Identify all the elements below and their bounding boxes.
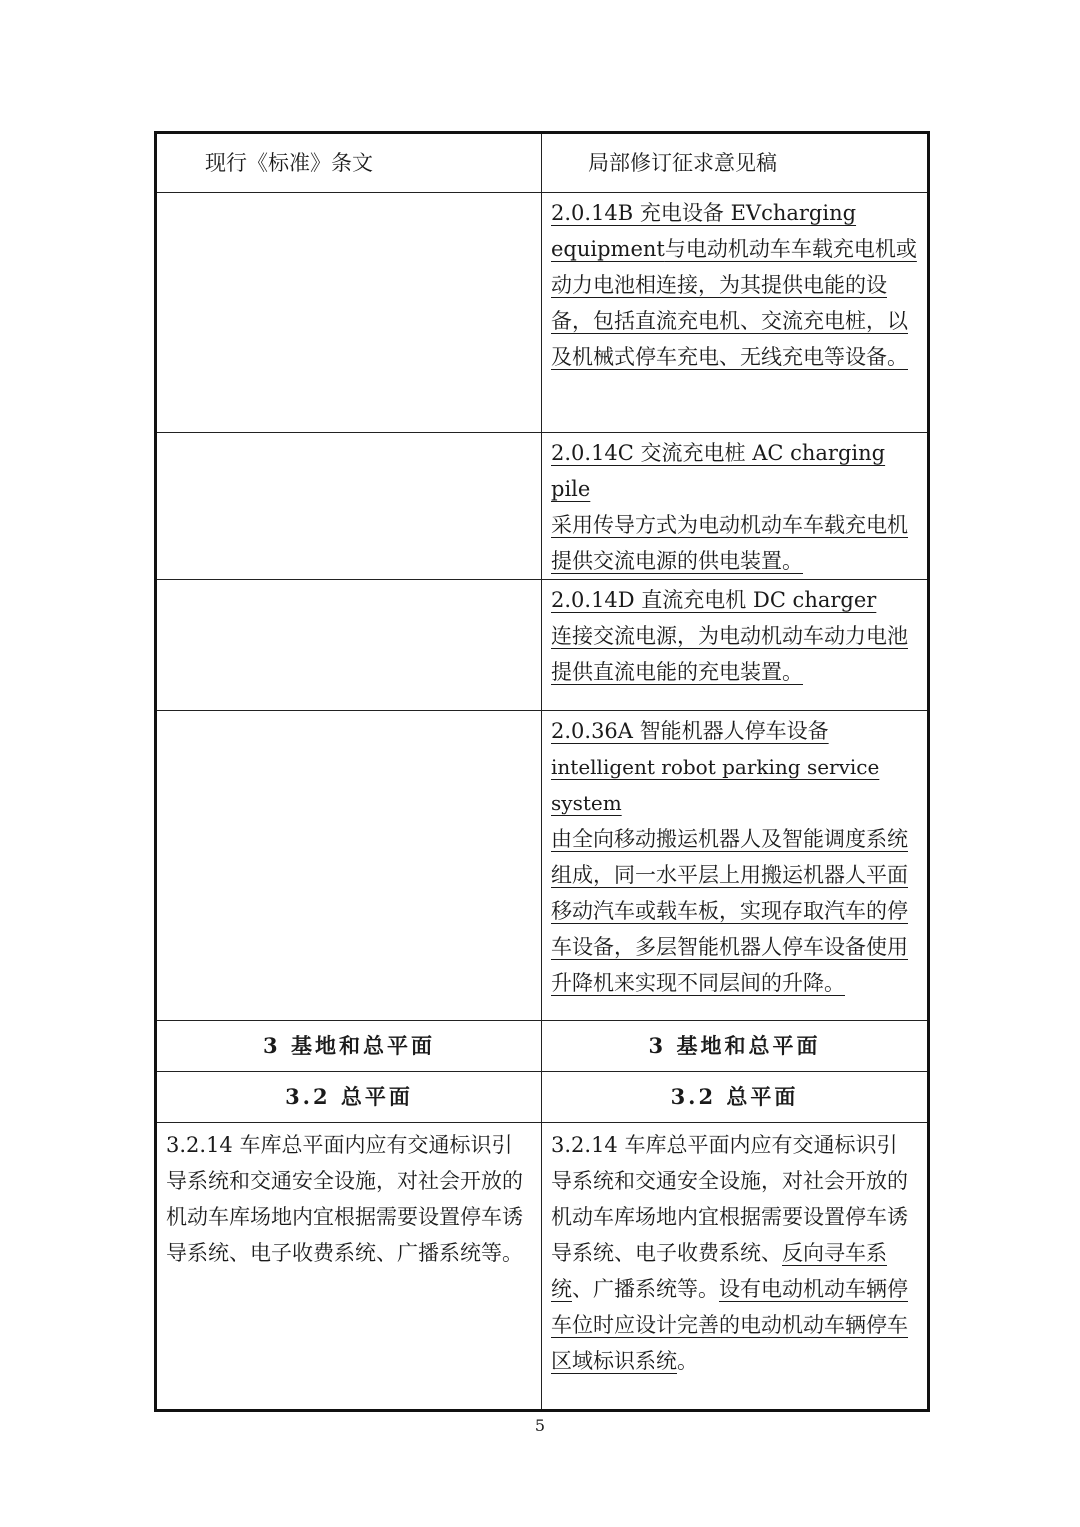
chapter-heading-left: 3 基地和总平面 (156, 1021, 542, 1072)
current-cell-empty (156, 711, 542, 1021)
current-cell-empty (156, 193, 542, 433)
revision-cell-term-2-0-36a (542, 711, 929, 1021)
section-heading-left: 3.2 总平面 (156, 1072, 542, 1123)
term-body: 连接交流电源，为电动机动车动力电池提供直流电能的充电装置。 (551, 624, 908, 684)
current-cell-empty (156, 433, 542, 580)
table-row (156, 193, 929, 433)
header-row (156, 133, 929, 193)
current-clause-3-2-14: 3.2.14 车库总平面内应有交通标识引导系统和交通安全设施，对社会开放的机动车库场地内宜根据需要设置停车诱导系统、电子收费系统、广播系统等。 (156, 1123, 542, 1411)
term-title: 2.0.36A 智能机器人停车设备 (551, 719, 829, 743)
comparison-table (154, 131, 930, 1412)
table-row (156, 711, 929, 1021)
chapter-heading-right: 3 基地和总平面 (542, 1021, 929, 1072)
clause-text: 、广播系统等。 (572, 1277, 719, 1301)
current-cell-empty (156, 580, 542, 711)
clause-text: 。 (677, 1349, 698, 1373)
table-row (156, 580, 929, 711)
page-number: 5 (534, 1416, 546, 1435)
section-row (156, 1072, 929, 1123)
term-body: 由全向移动搬运机器人及智能调度系统组成，同一水平层上用搬运机器人平面移动汽车或载车板，实现存取汽车的停车设备，多层智能机器人停车设备使用升降机来实现不同层间的升降。 (551, 827, 908, 995)
section-heading-right: 3.2 总平面 (542, 1072, 929, 1123)
term-title: 2.0.14B 充电设备 EVcharging equipment (551, 201, 857, 261)
revision-cell-term-2-0-14b (542, 193, 929, 433)
term-title: 2.0.14D 直流充电机 DC charger (551, 588, 877, 612)
revision-cell-term-2-0-14c (542, 433, 929, 580)
table-row (156, 1123, 929, 1411)
header-current-standard: 现行《标准》条文 (156, 133, 542, 193)
header-revision-draft: 局部修订征求意见稿 (542, 133, 929, 193)
term-title-english: intelligent robot parking service system (551, 755, 880, 815)
table-row (156, 433, 929, 580)
revised-clause-3-2-14 (542, 1123, 929, 1411)
revision-cell-term-2-0-14d (542, 580, 929, 711)
term-body: 与电动机动车车载充电机或动力电池相连接，为其提供电能的设备，包括直流充电机、交流充电桩，以及机械式停车充电、无线充电等设备。 (551, 237, 917, 369)
clause-added-text: 设有电动机动车辆停车位时应设计完善的电动机动车辆停车区域标识系统 (551, 1277, 908, 1373)
chapter-row (156, 1021, 929, 1072)
clause-added-text: 反向寻车系统 (551, 1241, 887, 1301)
term-body: 采用传导方式为电动机动车车载充电机提供交流电源的供电装置。 (551, 513, 908, 573)
term-title: 2.0.14C 交流充电桩 AC charging pile (551, 441, 886, 501)
clause-text: 3.2.14 车库总平面内应有交通标识引导系统和交通安全设施，对社会开放的机动车库场地内宜根据需要设置停车诱导系统、电子收费系统、 (551, 1133, 908, 1265)
